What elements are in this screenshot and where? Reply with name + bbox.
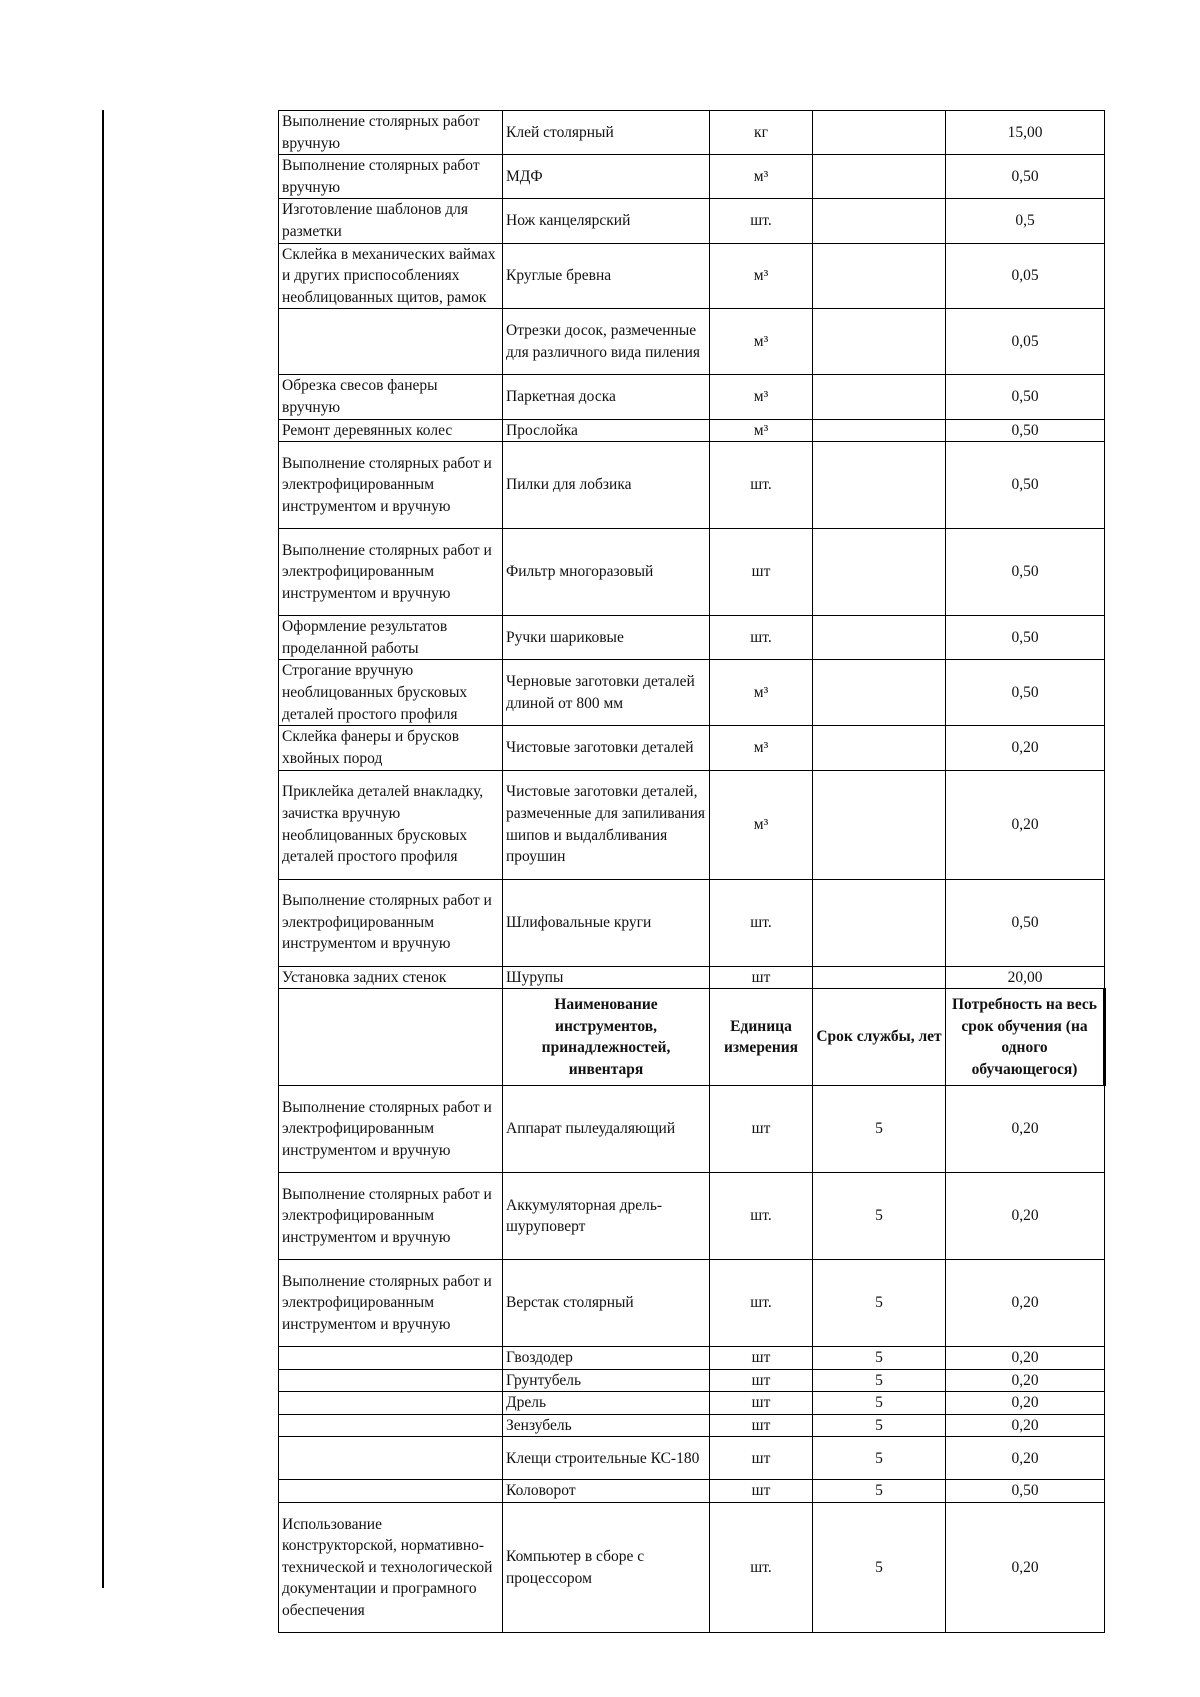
service-life-cell: 5 xyxy=(813,1437,946,1480)
unit-cell: м³ xyxy=(710,309,813,375)
table-row xyxy=(279,726,1105,770)
service-life-cell xyxy=(813,243,946,309)
service-life-cell xyxy=(813,879,946,966)
service-life-cell: 5 xyxy=(813,1086,946,1173)
table-row xyxy=(279,375,1105,419)
unit-cell: м³ xyxy=(710,155,813,199)
item-cell: Ручки шариковые xyxy=(503,616,710,660)
activity-cell xyxy=(279,1369,503,1392)
table-row xyxy=(279,1437,1105,1480)
item-cell: Шлифовальные круги xyxy=(503,879,710,966)
table-row xyxy=(279,1392,1105,1415)
item-cell: Чистовые заготовки деталей xyxy=(503,726,710,770)
item-cell: Аппарат пылеудаляющий xyxy=(503,1086,710,1173)
activity-cell xyxy=(279,1347,503,1370)
table-row xyxy=(279,155,1105,199)
requirement-cell: 0,50 xyxy=(946,660,1105,726)
item-cell: Зензубель xyxy=(503,1414,710,1437)
requirement-cell: 0,5 xyxy=(946,199,1105,243)
requirement-cell: 0,05 xyxy=(946,243,1105,309)
activity-cell: Выполнение столярных работ и электрофицированным инструментом и вручную xyxy=(279,1260,503,1347)
unit-cell: шт. xyxy=(710,616,813,660)
service-life-cell: 5 xyxy=(813,1503,946,1633)
item-cell: Верстак столярный xyxy=(503,1260,710,1347)
requirement-cell: 0,05 xyxy=(946,309,1105,375)
materials-table xyxy=(278,110,1106,1633)
unit-cell: шт xyxy=(710,1480,813,1503)
table-row xyxy=(279,1347,1105,1370)
item-cell: Компьютер в сборе с процессором xyxy=(503,1503,710,1633)
activity-cell: Выполнение столярных работ вручную xyxy=(279,111,503,155)
table-row xyxy=(279,243,1105,309)
header-item-name: Наименование инструментов, принадлежностей, инвентаря xyxy=(503,989,710,1086)
table-row xyxy=(279,879,1105,966)
activity-cell: Выполнение столярных работ и электрофицированным инструментом и вручную xyxy=(279,1173,503,1260)
unit-cell: м³ xyxy=(710,660,813,726)
unit-cell: м³ xyxy=(710,419,813,442)
table-row xyxy=(279,309,1105,375)
table-row xyxy=(279,770,1105,879)
table-row xyxy=(279,616,1105,660)
activity-cell: Приклейка деталей внакладку, зачистка вручную необлицованных брусковых деталей простого профиля xyxy=(279,770,503,879)
service-life-cell xyxy=(813,770,946,879)
requirement-cell: 0,20 xyxy=(946,770,1105,879)
table-row xyxy=(279,660,1105,726)
activity-cell: Ремонт деревянных колес xyxy=(279,419,503,442)
requirement-cell: 0,50 xyxy=(946,375,1105,419)
activity-cell: Обрезка свесов фанеры вручную xyxy=(279,375,503,419)
header-service-life: Срок службы, лет xyxy=(813,989,946,1086)
unit-cell: шт xyxy=(710,1414,813,1437)
service-life-cell xyxy=(813,199,946,243)
service-life-cell xyxy=(813,442,946,529)
service-life-cell: 5 xyxy=(813,1347,946,1370)
item-cell: Фильтр многоразовый xyxy=(503,529,710,616)
service-life-cell: 5 xyxy=(813,1260,946,1347)
item-cell: Клей столярный xyxy=(503,111,710,155)
table-row xyxy=(279,111,1105,155)
table-row xyxy=(279,1503,1105,1633)
requirement-cell: 0,50 xyxy=(946,616,1105,660)
requirement-cell: 0,20 xyxy=(946,1392,1105,1415)
unit-cell: шт. xyxy=(710,879,813,966)
unit-cell: шт. xyxy=(710,1503,813,1633)
activity-cell xyxy=(279,1414,503,1437)
service-life-cell: 5 xyxy=(813,1392,946,1415)
unit-cell: м³ xyxy=(710,375,813,419)
service-life-cell: 5 xyxy=(813,1369,946,1392)
unit-cell: шт xyxy=(710,966,813,989)
column-header-row xyxy=(279,989,1105,1086)
item-cell: Дрель xyxy=(503,1392,710,1415)
requirement-cell: 20,00 xyxy=(946,966,1105,989)
item-cell: Гвоздодер xyxy=(503,1347,710,1370)
service-life-cell: 5 xyxy=(813,1480,946,1503)
item-cell: Черновые заготовки деталей длиной от 800 мм xyxy=(503,660,710,726)
service-life-cell xyxy=(813,155,946,199)
activity-cell: Выполнение столярных работ и электрофицированным инструментом и вручную xyxy=(279,529,503,616)
unit-cell: м³ xyxy=(710,726,813,770)
page-left-rule xyxy=(102,110,104,1588)
item-cell: Коловорот xyxy=(503,1480,710,1503)
table-row xyxy=(279,1086,1105,1173)
table-row xyxy=(279,1480,1105,1503)
item-cell: Пилки для лобзика xyxy=(503,442,710,529)
item-cell: Прослойка xyxy=(503,419,710,442)
requirement-cell: 15,00 xyxy=(946,111,1105,155)
unit-cell: шт xyxy=(710,1086,813,1173)
requirement-cell: 0,50 xyxy=(946,442,1105,529)
requirement-cell: 0,20 xyxy=(946,1260,1105,1347)
unit-cell: шт. xyxy=(710,1173,813,1260)
unit-cell: шт xyxy=(710,1437,813,1480)
unit-cell: шт. xyxy=(710,442,813,529)
item-cell: Шурупы xyxy=(503,966,710,989)
activity-cell: Склейка фанеры и брусков хвойных пород xyxy=(279,726,503,770)
activity-cell xyxy=(279,309,503,375)
service-life-cell xyxy=(813,726,946,770)
header-requirement: Потребность на весь срок обучения (на одного обучающегося) xyxy=(946,989,1105,1086)
service-life-cell: 5 xyxy=(813,1173,946,1260)
item-cell: Нож канцелярский xyxy=(503,199,710,243)
requirement-cell: 0,20 xyxy=(946,1347,1105,1370)
item-cell: Аккумуляторная дрель-шуруповерт xyxy=(503,1173,710,1260)
service-life-cell xyxy=(813,111,946,155)
item-cell: Отрезки досок, размеченные для различного вида пиления xyxy=(503,309,710,375)
item-cell: МДФ xyxy=(503,155,710,199)
requirement-cell: 0,20 xyxy=(946,1086,1105,1173)
requirement-cell: 0,50 xyxy=(946,1480,1105,1503)
unit-cell: шт xyxy=(710,1392,813,1415)
table-row xyxy=(279,1414,1105,1437)
header-activity xyxy=(279,989,503,1086)
activity-cell: Выполнение столярных работ и электрофицированным инструментом и вручную xyxy=(279,1086,503,1173)
unit-cell: шт xyxy=(710,529,813,616)
requirement-cell: 0,20 xyxy=(946,1369,1105,1392)
table-row xyxy=(279,966,1105,989)
activity-cell xyxy=(279,1437,503,1480)
table-row xyxy=(279,1260,1105,1347)
activity-cell: Установка задних стенок xyxy=(279,966,503,989)
item-cell: Круглые бревна xyxy=(503,243,710,309)
unit-cell: кг xyxy=(710,111,813,155)
service-life-cell xyxy=(813,529,946,616)
header-unit: Единица измерения xyxy=(710,989,813,1086)
activity-cell xyxy=(279,1480,503,1503)
requirement-cell: 0,20 xyxy=(946,1503,1105,1633)
unit-cell: шт. xyxy=(710,199,813,243)
item-cell: Чистовые заготовки деталей, размеченные для запиливания шипов и выдалбливания проушин xyxy=(503,770,710,879)
unit-cell: м³ xyxy=(710,770,813,879)
table-row xyxy=(279,1369,1105,1392)
requirement-cell: 0,50 xyxy=(946,419,1105,442)
requirement-cell: 0,20 xyxy=(946,1414,1105,1437)
activity-cell: Выполнение столярных работ вручную xyxy=(279,155,503,199)
requirement-cell: 0,50 xyxy=(946,529,1105,616)
unit-cell: шт. xyxy=(710,1260,813,1347)
unit-cell: шт xyxy=(710,1347,813,1370)
activity-cell: Использование конструкторской, нормативно-технической и технологической документации и програмного обеспечения xyxy=(279,1503,503,1633)
activity-cell: Оформление результатов проделанной работы xyxy=(279,616,503,660)
table-row xyxy=(279,419,1105,442)
service-life-cell xyxy=(813,309,946,375)
table-row xyxy=(279,442,1105,529)
item-cell: Паркетная доска xyxy=(503,375,710,419)
activity-cell: Выполнение столярных работ и электрофицированным инструментом и вручную xyxy=(279,442,503,529)
requirement-cell: 0,20 xyxy=(946,1173,1105,1260)
unit-cell: м³ xyxy=(710,243,813,309)
activity-cell: Выполнение столярных работ и электрофицированным инструментом и вручную xyxy=(279,879,503,966)
service-life-cell xyxy=(813,660,946,726)
item-cell: Грунтубель xyxy=(503,1369,710,1392)
activity-cell xyxy=(279,1392,503,1415)
requirement-cell: 0,50 xyxy=(946,155,1105,199)
requirement-cell: 0,50 xyxy=(946,879,1105,966)
activity-cell: Строгание вручную необлицованных брусковых деталей простого профиля xyxy=(279,660,503,726)
service-life-cell xyxy=(813,616,946,660)
unit-cell: шт xyxy=(710,1369,813,1392)
service-life-cell xyxy=(813,375,946,419)
service-life-cell xyxy=(813,419,946,442)
item-cell: Клещи строительные КС-180 xyxy=(503,1437,710,1480)
table-row xyxy=(279,529,1105,616)
activity-cell: Склейка в механических ваймах и других приспособлениях необлицованных щитов, рамок xyxy=(279,243,503,309)
requirement-cell: 0,20 xyxy=(946,1437,1105,1480)
service-life-cell: 5 xyxy=(813,1414,946,1437)
table-row xyxy=(279,199,1105,243)
activity-cell: Изготовление шаблонов для разметки xyxy=(279,199,503,243)
service-life-cell xyxy=(813,966,946,989)
table-row xyxy=(279,1173,1105,1260)
requirement-cell: 0,20 xyxy=(946,726,1105,770)
